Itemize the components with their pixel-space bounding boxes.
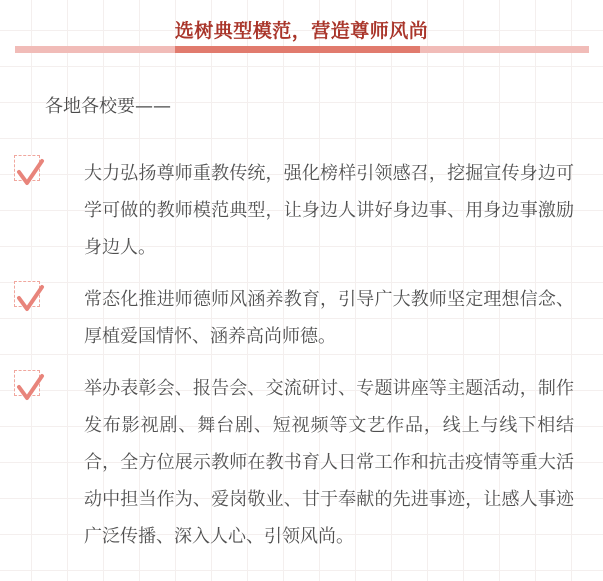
checkbox-checked-icon[interactable] [14, 155, 40, 181]
list-item [14, 370, 603, 555]
checkbox-checked-icon[interactable] [14, 281, 40, 307]
checkmark-icon [15, 371, 45, 403]
item-text: 举办表彰会、报告会、交流研讨、专题讲座等主题活动，制作发布影视剧、舞台剧、短视频等文艺作品，线上与线下相结合，全方位展示教师在教书育人日常工作和抗击疫情等重大活动中担当作为、爱岗敬业、甘于奉献的先进事迹，让感人事迹广泛传播、深入人心、引领风尚。 [84, 378, 574, 547]
checkmark-icon [15, 282, 45, 314]
intro-text: 各地各校要—— [45, 96, 171, 117]
list-item [14, 281, 603, 355]
checkmark-icon [15, 156, 45, 188]
checklist [14, 155, 603, 555]
item-text: 常态化推进师德师风涵养教育，引导广大教师坚定理想信念、厚植爱国情怀、涵养高尚师德。 [84, 289, 574, 347]
title-underline [15, 46, 589, 53]
list-item [14, 155, 603, 266]
item-text: 大力弘扬尊师重教传统，强化榜样引领感召，挖掘宣传身边可学可做的教师模范典型，让身边人讲好身边事、用身边事激励身边人。 [84, 163, 574, 258]
page-title: 选树典型模范，营造尊师风尚 [174, 20, 429, 42]
checkbox-checked-icon[interactable] [14, 370, 40, 396]
title-underline-accent [175, 46, 420, 53]
